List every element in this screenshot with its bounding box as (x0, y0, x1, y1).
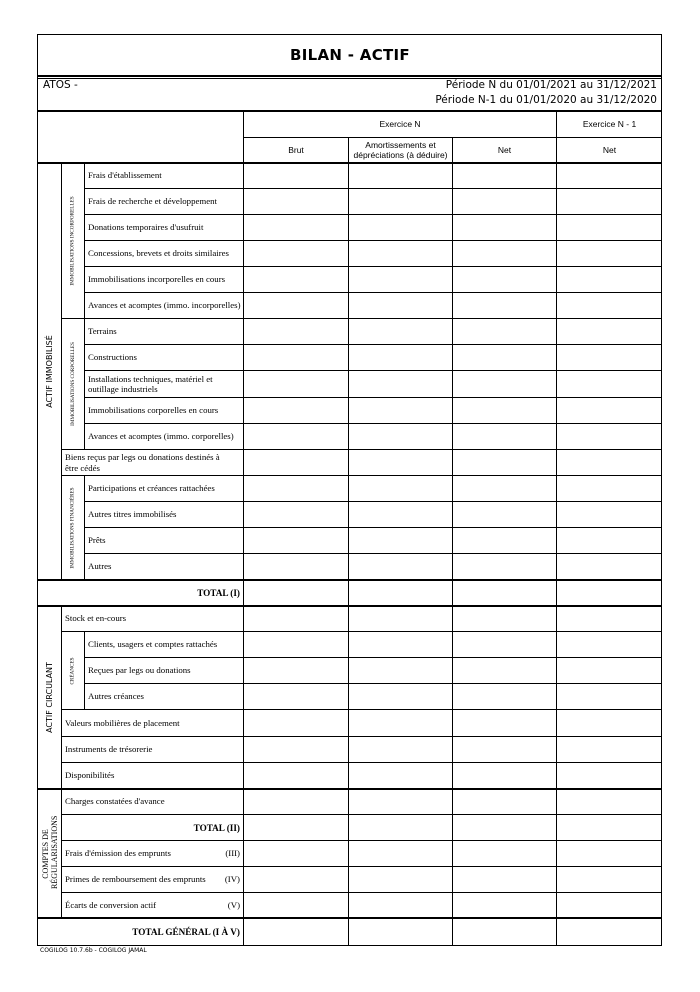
regul-divider (61, 789, 62, 917)
section-immo-incorporelles: IMMOBILISATIONS INCORPORELLES (70, 195, 77, 286)
section-immo-corporelles: IMMOBILISATIONS CORPORELLES (70, 342, 77, 426)
row-instruments: Instruments de trésorerie (65, 744, 153, 755)
row-immo-corp-en-cours: Immobilisations corporelles en cours (88, 405, 219, 416)
period-n: Période N du 01/01/2021 au 31/12/2021 (445, 79, 657, 91)
col-line-amort (348, 137, 349, 945)
title-divider (38, 75, 662, 77)
row-frais-recherche: Frais de recherche et développement (88, 196, 217, 207)
col-line-label (243, 111, 244, 945)
row-total-2: TOTAL (II) (193, 822, 240, 833)
row-biens-recus: Biens reçus par legs ou donations destinés à être cédés (65, 452, 220, 473)
section-actif-immobilise: ACTIF IMMOBILISÉ (45, 334, 55, 408)
row-avances-corp: Avances et acomptes (immo. corporelles) (88, 431, 234, 442)
row-primes-num: (IV) (224, 874, 240, 885)
row-donations-usufruit: Donations temporaires d'usufruit (88, 222, 204, 233)
row-installations: Installations techniques, matériel et outillage industriels (88, 373, 213, 394)
row-constructions: Constructions (88, 352, 137, 363)
row-total-1: TOTAL (I) (197, 587, 240, 598)
col-exercice-n1: Exercice N - 1 (582, 119, 637, 129)
row-vmp: Valeurs mobilières de placement (65, 717, 180, 728)
creances-divider (84, 631, 85, 709)
page-title: BILAN - ACTIF (290, 46, 410, 64)
section-actif-circulant: ACTIF CIRCULANT (45, 661, 54, 733)
section-immo-financieres: IMMOBILISATIONS FINANCIÈRES (70, 486, 77, 569)
row-ecarts: Écarts de conversion actif (65, 899, 157, 910)
col-net-n1: Net (602, 145, 617, 155)
row-participations: Participations et créances rattachées (88, 483, 215, 494)
row-primes: Primes de remboursement des emprunts (65, 874, 206, 885)
row-clients: Clients, usagers et comptes rattachés (88, 639, 218, 650)
row-autres-titres: Autres titres immobilisés (88, 509, 177, 520)
col-exercice-n: Exercice N (379, 119, 421, 129)
period-n1: Période N-1 du 01/01/2020 au 31/12/2020 (435, 94, 657, 106)
row-avances-incorp: Avances et acomptes (immo. incorporelles) (88, 300, 241, 311)
immo-sub-divider-1 (84, 163, 85, 449)
row-concessions: Concessions, brevets et droits similaires (88, 248, 229, 259)
col-net: Net (497, 145, 512, 155)
col-brut: Brut (288, 145, 304, 155)
company-name: ATOS - (43, 79, 78, 91)
col-line-net (452, 137, 453, 945)
row-disponibilites: Disponibilités (65, 770, 115, 781)
row-charges-avance: Charges constatées d'avance (65, 796, 165, 807)
section-comptes-regul: COMPTES DE RÉGULARISATIONS (40, 815, 59, 889)
row-stock: Stock et en-cours (65, 613, 127, 624)
row-frais-etablissement: Frais d'établissement (88, 170, 162, 181)
footer-software: COGILOG 10.7.6b - COGILOG JAMAL (40, 947, 147, 954)
row-ecarts-num: (V) (227, 899, 240, 910)
row-total-general: TOTAL GÉNÉRAL (I À V) (132, 926, 240, 937)
row-prets: Prêts (88, 535, 106, 546)
row-recues-legs: Reçues par legs ou donations (88, 665, 191, 676)
section-creances: CRÉANCES (70, 656, 77, 685)
row-frais-emission-num: (III) (225, 848, 240, 859)
row-autres: Autres (88, 561, 112, 572)
row-autres-creances: Autres créances (88, 691, 144, 702)
col-line-n1 (556, 111, 557, 945)
row-frais-emission: Frais d'émission des emprunts (65, 848, 171, 859)
row-terrains: Terrains (88, 326, 117, 337)
col-amort: Amortissements et dépréciations (à déduire) (353, 140, 448, 160)
row-immo-incorp-en-cours: Immobilisations incorporelles en cours (88, 274, 226, 285)
